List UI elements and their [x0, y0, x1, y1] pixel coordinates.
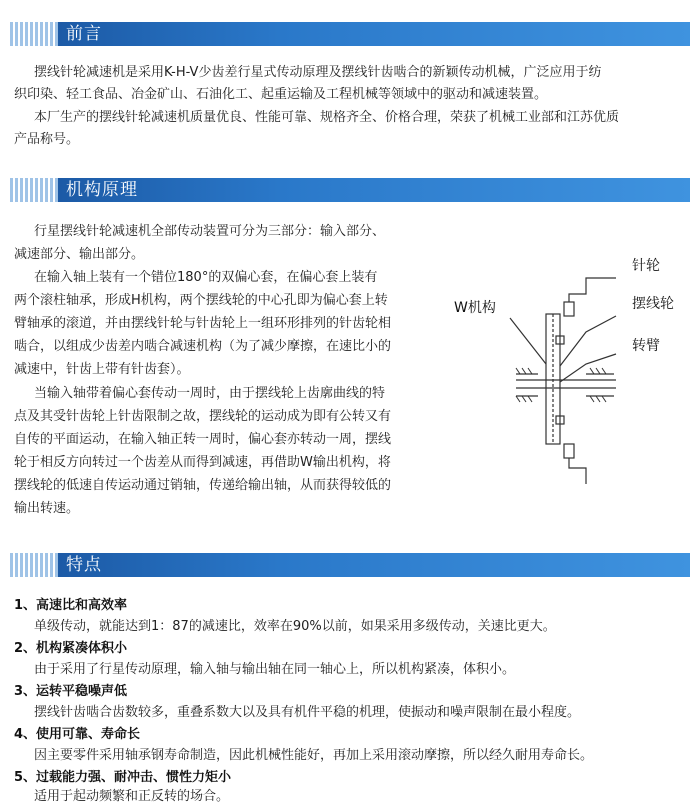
label-pin-wheel: 针轮 [632, 258, 660, 274]
feature-title: 3、运转平稳噪声低 [14, 684, 128, 699]
pin-wheel-lower-line [569, 458, 586, 484]
arm-leader [560, 354, 616, 382]
mechanism-line: 输出转速。 [14, 501, 80, 516]
features-header [10, 553, 690, 577]
preface-p1-line2: 织印染、轻工食品、冶金矿山、石油化工、起重运输及工程机械等领域中的驱动和减速装置。 [14, 87, 548, 102]
feature-title: 2、机构紧凑体积小 [14, 641, 128, 656]
feature-desc: 由于采用了行星传动原理，输入轴与输出轴在同一轴心上，所以机构紧凑，体积小。 [34, 662, 516, 677]
diagram-block-lower [564, 444, 574, 458]
feature-desc: 摆线针齿啮合齿数较多，重叠系数大以及具有机件平稳的机理，使振动和噪声限制在最小程度。 [34, 705, 581, 720]
mechanism-header [10, 178, 690, 202]
header-stripes [10, 553, 58, 577]
preface-p2-line2: 产品称号。 [14, 132, 80, 147]
mechanism-line: 在输入轴上装有一个错位180°的双偏心套，在偏心套上装有 [34, 270, 378, 285]
feature-desc: 适用于起动频繁和正反转的场合。 [34, 789, 230, 804]
header-bar [58, 553, 690, 577]
mechanism-line: 臂轴承的滚道，并由摆线针轮与针齿轮上一组环形排列的针齿轮相 [14, 316, 392, 331]
header-bar [58, 178, 690, 202]
w-mechanism-leader [510, 318, 546, 364]
features-title: 特点 [66, 555, 102, 575]
preface-header [10, 22, 690, 46]
header-stripes [10, 22, 58, 46]
label-cycloid-wheel: 摆线轮 [632, 296, 674, 312]
mechanism-line: 自传的平面运动，在输入轴正转一周时，偏心套亦转动一周，摆线 [14, 432, 392, 447]
feature-title: 1、高速比和高效率 [14, 598, 128, 613]
preface-title: 前言 [66, 24, 102, 44]
mechanism-line: 减速中，针齿上带有针齿套）。 [14, 362, 190, 377]
mechanism-line: 两个滚柱轴承，形成H机构，两个摆线轮的中心孔即为偏心套上转 [14, 293, 388, 308]
mechanism-line: 减速部分、输出部分。 [14, 247, 145, 262]
header-bar [58, 22, 690, 46]
preface-p2-line1: 本厂生产的摆线针轮减速机质量优良、性能可靠、规格齐全、价格合理，荣获了机械工业部和江苏优质 [34, 110, 620, 125]
pin-wheel-leader [569, 278, 616, 302]
feature-title: 4、使用可靠、寿命长 [14, 727, 141, 742]
mechanism-line: 轮于相反方向转过一个齿差从而得到减速，再借助W输出机构，将 [14, 455, 391, 470]
mechanism-line: 当输入轴带着偏心套传动一周时，由于摆线轮上齿廓曲线的特 [34, 386, 386, 401]
cycloid-leader [560, 316, 616, 366]
feature-desc: 单级传动，就能达到1：87的减速比，效率在90%以前，如果采用多级传动，关速比更大。 [34, 619, 556, 634]
mechanism-line: 摆线轮的低速自传运动通过销轴，传递给输出轴，从而获得较低的 [14, 478, 392, 493]
mechanism-title: 机构原理 [66, 180, 138, 200]
header-stripes [10, 178, 58, 202]
reducer-mechanism-diagram [446, 246, 696, 506]
feature-desc: 因主要零件采用轴承钢寿命制造，因此机械性能好，再加上采用滚动摩擦，所以经久耐用寿命长。 [34, 748, 594, 763]
preface-p1-line1: 摆线针轮减速机是采用K-H-V少齿差行星式传动原理及摆线针齿啮合的新颖传动机械，广泛应用于纺 [34, 65, 602, 80]
label-w-mechanism: W机构 [454, 300, 496, 316]
feature-title: 5、过载能力强、耐冲击、惯性力矩小 [14, 770, 232, 785]
label-arm: 转臂 [632, 338, 660, 354]
mechanism-line: 行星摆线针轮减速机全部传动装置可分为三部分：输入部分、 [34, 224, 386, 239]
mechanism-line: 点及其受针齿轮上针齿限制之故，摆线轮的运动成为即有公转又有 [14, 409, 392, 424]
diagram-block-upper [564, 302, 574, 316]
mechanism-line: 啮合，以组成少齿差内啮合减速机构（为了减少摩擦，在速比小的 [14, 339, 392, 354]
